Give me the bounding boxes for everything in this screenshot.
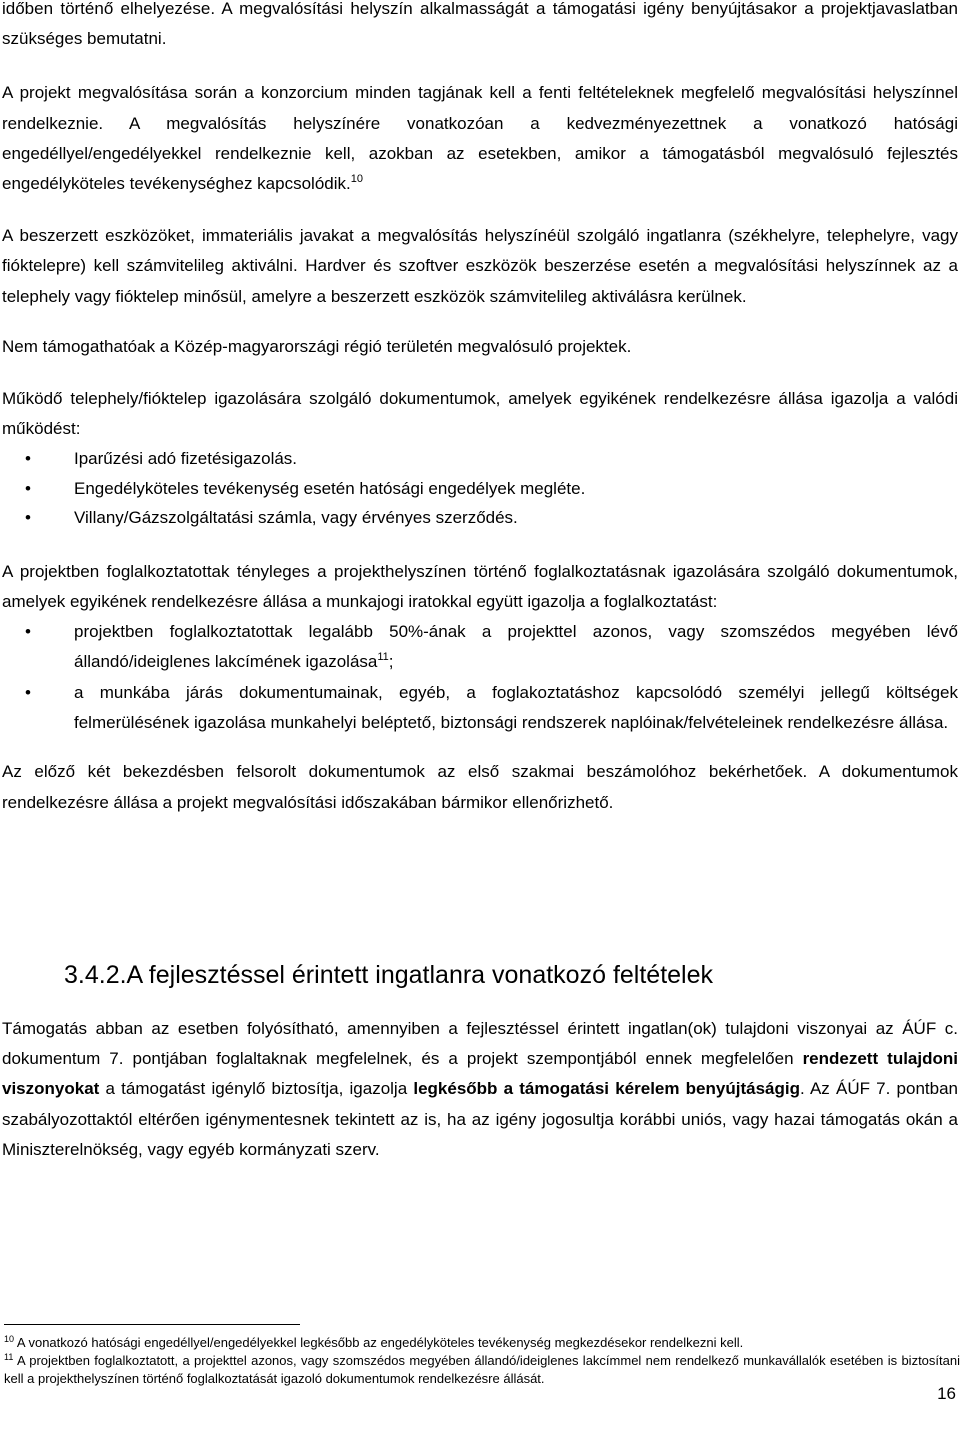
footnote-number: 11 <box>4 1352 14 1362</box>
footnote-10: $^{10}$ A vonatkozó hatósági engedéllyel/engedélyekkel legkésőbb az engedélyköteles tevékenység megkezdésekor rendelkezni kell. <box>4 1334 744 1350</box>
employment-proof-list <box>2 617 958 737</box>
assets-text: A beszerzett eszközöket, immateriális javakat a megvalósítás helyszínéül szolgáló ingatlanra (székhelyre, telephelyre, vagy fióktelepre) kell számvitelileg aktiválni. <box>2 226 958 276</box>
paragraph-employment-proof: A projektben foglalkoztatottak tényleges a projekthelyszínen történő foglalkoztatásnak igazolására szolgáló dokumentumok, amelyek egyikének rendelkezésre állása a munkajogi iratokkal együtt igazolja a foglalkoztatást: <box>2 561 958 612</box>
paragraph-ownership: Támogatás abban az esetben folyósítható, amennyiben a fejlesztéssel érintett ingatlan(ok) tulajdoni viszonyai az ÁÚF c. dokumentum 7. pontjában foglaltaknak megfelelnek, és a projekt szempontjából ennek megfelelően rendezett tulajdoni viszonyokat a támogatást igénylő biztosítja, igazolja legkésőbb a támogatási kérelem benyújtáságig. Az ÁÚF 7. pontban szabályozottaktól eltérően igénymentesnek tekintett az is, ha az igény jogosultja korábbi uniós, vagy hazai támogatás okán a Miniszterelnökség, vagy egyéb kormányzati szerv. <box>2 1019 959 1159</box>
permit-text: A megvalósítás helyszínére vonatkozóan a kedvezményezettnek a vonatkozó hatósági engedéllyel/engedélyekkel rendelkeznie kell, azokban az esetekben, amikor a támogatásból megvalósuló fejlesztés engedélyköteles tevékenységhez kapcsolódik. <box>2 113 958 194</box>
list-item: • Villany/Gázszolgáltatási számla, vagy érvényes szerződés. <box>2 503 958 533</box>
bullet-icon: • <box>25 508 31 528</box>
paragraph-intro: időben történő elhelyezése. A megvalósítási helyszín alkalmasságát a támogatási igény benyújtásakor a projektjavaslatban szükséges bemutatni. <box>2 0 958 49</box>
page-number: 16 <box>937 1384 956 1403</box>
footnote-ref-11[interactable]: 11 <box>377 650 389 663</box>
bullet-icon: • <box>25 683 31 703</box>
footnote-number: 10 <box>4 1334 15 1344</box>
footnote-11: $^{11}$ A projektben foglalkoztatott, a projekttel azonos, vagy szomszédos megyében állandó/ideiglenes lakcímmel nem rendelkező munkavállalók esetében is biztosítani kell a projekthelyszínen történő foglalkoztatását igazoló dokumentumok rendelkezésre állását. <box>4 1352 960 1386</box>
bullet-icon: • <box>25 622 31 642</box>
list-item: • Iparűzési adó fizetésigazolás. <box>2 444 958 474</box>
bullet-icon: • <box>25 449 31 469</box>
section-heading: 3.4.2.A fejlesztéssel érintett ingatlanra vonatkozó feltételek <box>64 961 713 989</box>
paragraph-assets <box>2 221 958 312</box>
bullet-icon: • <box>25 478 31 498</box>
paragraph-site-proof: Működő telephely/fióktelep igazolására szolgáló dokumentumok, amelyek egyikének rendelkezésre állása igazolja a valódi működést: <box>2 389 958 439</box>
paragraph-region: Nem támogathatóak a Közép-magyarországi régió területén megvalósuló projektek. <box>2 336 632 356</box>
site-proof-list <box>2 444 958 533</box>
consortium-text: A projekt megvalósítása során a konzorcium minden tagjának kell a fenti feltételeknek megfelelő megvalósítási helyszínnel rendelkeznie. <box>2 83 958 133</box>
hardware-text: Hardver és szoftver eszközök beszerzése esetén a megvalósítási helyszínnek az a telephely vagy fióktelep minősül, amelyre a beszerzett eszközök számvitelileg aktiválásra kerülnek. <box>2 256 958 306</box>
list-item: • projektben foglalkoztatottak legalább 50%-ának a projekttel azonos, vagy szomszédos megyében lévő állandó/ideiglenes lakcímének igazolása$^{11}$; <box>2 617 958 676</box>
list-item: • Engedélyköteles tevékenység esetén hatósági engedélyek megléte. <box>2 474 958 504</box>
list-item: • a munkába járás dokumentumainak, egyéb, a foglakoztatáshoz kapcsolódó személyi jellegű költségek felmerülésének igazolása munkahelyi beléptető, biztonsági rendszerek naplóinak/felvételeinek rendelkezésre állása. <box>2 678 958 737</box>
bold-ownership: rendezett tulajdoni viszonyokat <box>2 1049 958 1099</box>
bold-deadline: legkésőbb a támogatási kérelem benyújtáságig <box>413 1079 800 1099</box>
paragraph-consortium <box>2 78 958 199</box>
footnote-divider <box>4 1324 300 1325</box>
footnote-ref-10[interactable]: 10 <box>350 173 363 186</box>
paragraph-documents-availability: Az előző két bekezdésben felsorolt dokumentumok az első szakmai beszámolóhoz bekérhetőek. A dokumentumok rendelkezésre állása a projekt megvalósítási időszakában bármikor ellenőrizhető. <box>2 762 958 812</box>
